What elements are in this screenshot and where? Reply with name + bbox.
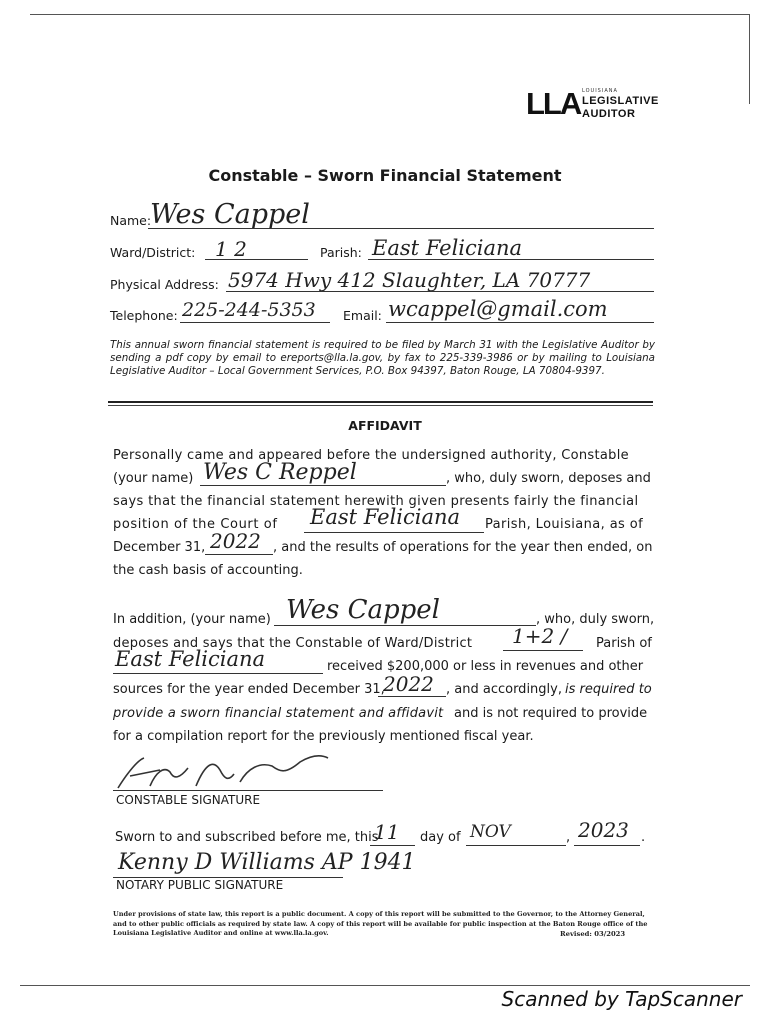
scan-edge-bottom: [20, 985, 750, 986]
affidavit-p1-line2b: , who, duly sworn, deposes and: [446, 471, 651, 486]
address-label: Physical Address:: [110, 277, 219, 292]
affidavit-p1-year: 2022: [210, 529, 261, 553]
affidavit-p1-name-line: [200, 485, 446, 486]
address-handwritten: 5974 Hwy 412 Slaughter, LA 70777: [228, 268, 591, 292]
scan-edge-top: [30, 14, 750, 15]
section-divider: [108, 401, 653, 403]
sworn-year-line: [574, 845, 640, 846]
affidavit-p1-line5b: , and the results of operations for the year then ended, on: [273, 540, 653, 555]
affidavit-p2-parish-line: [113, 673, 323, 674]
constable-signature-label: CONSTABLE SIGNATURE: [116, 793, 261, 807]
affidavit-p2-line6: for a compilation report for the previously mentioned fiscal year.: [113, 729, 534, 744]
address-line: [226, 291, 654, 292]
affidavit-p2-parish: East Feliciana: [115, 647, 266, 671]
affidavit-p1-name: Wes C Reppel: [203, 460, 357, 485]
sworn-day-line: [370, 845, 415, 846]
affidavit-p2-line1b: , who, duly sworn,: [536, 612, 655, 627]
affidavit-p2-line1a: In addition, (your name): [113, 612, 271, 627]
page-title: Constable – Sworn Financial Statement: [208, 166, 562, 185]
sworn-text-a: Sworn to and subscribed before me, this: [115, 830, 379, 845]
affidavit-p1-court-line: [304, 532, 484, 533]
affidavit-heading: AFFIDAVIT: [348, 418, 422, 433]
affidavit-p2-year: 2022: [383, 672, 434, 696]
affidavit-p2-line2a: deposes and says that the Constable of Ward/District: [113, 636, 473, 651]
sworn-text-b: day of: [420, 830, 461, 845]
name-handwritten: Wes Cappel: [150, 199, 310, 230]
affidavit-p2-line4b: , and accordingly,: [446, 682, 562, 697]
affidavit-p2-line5a: provide a sworn financial statement and affidavit: [113, 706, 444, 721]
affidavit-p2-year-line: [378, 696, 446, 697]
email-label: Email:: [343, 308, 382, 323]
lla-logo-mark: LLA: [526, 86, 581, 121]
notary-signature-handwritten: Kenny D Williams AP 1941: [118, 850, 416, 875]
affidavit-p1-line4a: position of the Court of: [113, 517, 278, 532]
scan-edge-right: [749, 14, 750, 104]
affidavit-p1-line5a: December 31,: [113, 540, 206, 555]
affidavit-p1-court: East Feliciana: [310, 505, 461, 529]
affidavit-p1-line6: the cash basis of accounting.: [113, 563, 303, 578]
ward-line: [205, 259, 308, 260]
footer-revised: Revised: 03/2023: [560, 930, 626, 938]
ward-handwritten: 1 2: [215, 237, 247, 261]
affidavit-p2-line4c: is required to: [565, 682, 652, 697]
phone-handwritten: 225-244-5353: [182, 299, 316, 321]
parish-label: Parish:: [320, 245, 362, 260]
email-line: [386, 322, 654, 323]
affidavit-p1-line4b: Parish, Louisiana, as of: [485, 517, 644, 532]
parish-line: [368, 259, 654, 260]
email-handwritten: wcappel@gmail.com: [388, 297, 608, 321]
phone-label: Telephone:: [110, 308, 178, 323]
constable-signature-line: [113, 790, 383, 791]
lla-logo-top: LOUISIANA: [582, 88, 618, 94]
affidavit-p2-ward: 1+2 /: [512, 624, 568, 648]
lla-logo: [526, 86, 659, 126]
affidavit-p2-line3b: received $200,000 or less in revenues and other: [327, 659, 644, 674]
sworn-comma: ,: [566, 830, 571, 845]
sworn-month-line: [466, 845, 566, 846]
name-label: Name:: [110, 213, 152, 228]
name-line: [148, 228, 654, 229]
filing-instructions: This annual sworn financial statement is required to be filed by March 31 with the Legislative Auditor by sending a pdf copy by email to ereports@lla.la.gov, by fax to 225-339-3986 or by mailing to Louisiana Legislative Auditor – Local Government Services, P.O. Box 94397, Baton Rouge, LA 70804-9397.: [110, 339, 655, 377]
affidavit-p2-name: Wes Cappel: [286, 595, 440, 625]
sworn-month: NOV: [470, 822, 511, 842]
lla-logo-line1: LEGISLATIVE: [582, 95, 659, 107]
affidavit-p1-line1: Personally came and appeared before the undersigned authority, Constable: [113, 448, 629, 463]
phone-line: [180, 322, 330, 323]
affidavit-p2-line4a: sources for the year ended December 31,: [113, 682, 385, 697]
affidavit-p2-ward-line: [503, 650, 583, 651]
lla-logo-line2: AUDITOR: [582, 108, 636, 120]
affidavit-p2-line5b: and is not required to provide: [454, 706, 648, 721]
affidavit-p1-line3: says that the financial statement herewith given presents fairly the financial: [113, 494, 639, 509]
sworn-period: .: [641, 830, 646, 845]
affidavit-p1-line2a: (your name): [113, 471, 194, 486]
ward-label: Ward/District:: [110, 245, 196, 260]
affidavit-p2-name-line: [274, 625, 536, 626]
parish-handwritten: East Feliciana: [372, 236, 523, 260]
scanner-watermark: Scanned by TapScanner: [501, 987, 742, 1011]
section-divider-thin: [108, 405, 653, 406]
affidavit-p2-line2b: Parish of: [596, 636, 652, 651]
notary-signature-label: NOTARY PUBLIC SIGNATURE: [116, 878, 284, 892]
footer-legal-text: Under provisions of state law, this report is a public document. A copy of this report will be submitted to the Governor, to the Attorney General, and to other public officials as required by state law. A copy of this report will be available for public inspection at the Baton Rouge office of the Louisiana Legislative Auditor and online at www.lla.la.gov.: [113, 910, 648, 937]
sworn-day: 11: [374, 820, 400, 844]
sworn-year: 2023: [578, 818, 629, 842]
affidavit-p1-year-line: [205, 554, 273, 555]
constable-signature: [110, 752, 340, 794]
